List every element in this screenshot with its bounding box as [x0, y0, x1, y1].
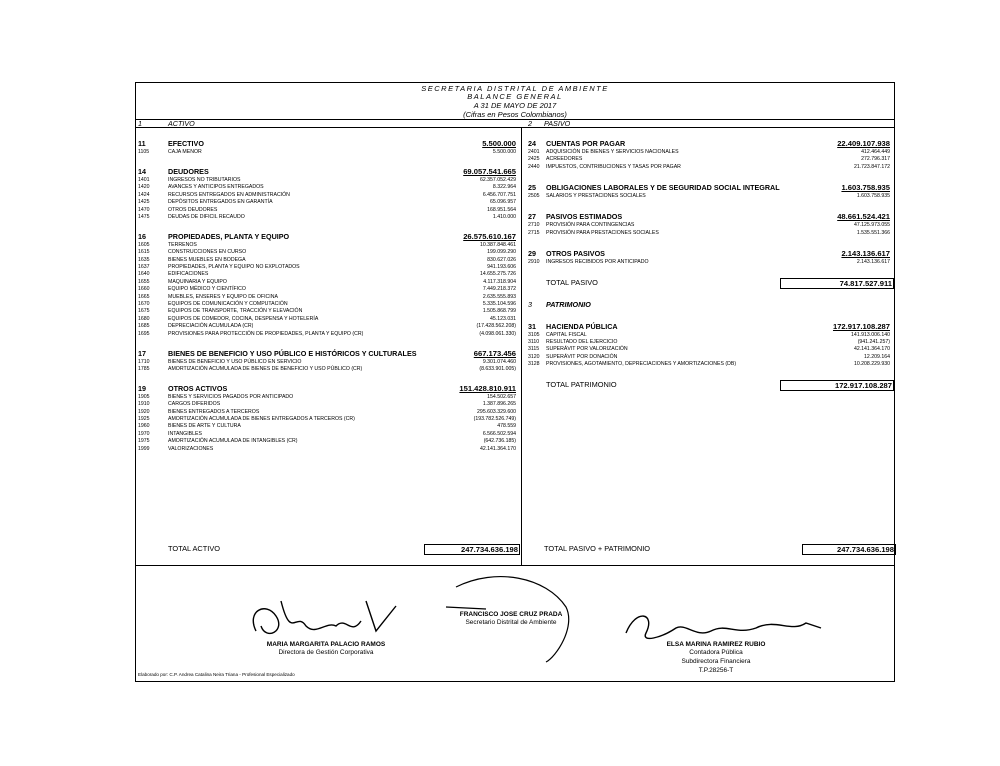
account-description: INGRESOS RECIBIDOS POR ANTICIPADO	[546, 258, 649, 265]
account-description: TOTAL PASIVO	[546, 278, 598, 287]
account-code: 29	[528, 248, 536, 258]
account-amount: 47.125.973.055	[853, 222, 890, 229]
account-amount: 172.917.108.287	[832, 321, 890, 331]
account-amount: (8.633.901.005)	[479, 365, 516, 372]
account-code: 1470	[138, 206, 150, 213]
account-code: 2715	[528, 229, 540, 236]
account-amount: 22.409.107.938	[837, 139, 890, 148]
account-code: 1925	[138, 416, 150, 422]
account-description: OBLIGACIONES LABORALES Y DE SEGURIDAD SOCIAL INTEGRAL	[546, 183, 780, 192]
account-code: 3128	[528, 361, 540, 368]
account-code: 1420	[138, 184, 150, 191]
account-description: RECURSOS ENTREGADOS EN ADMINISTRACIÓN	[168, 191, 290, 198]
account-description: PASIVOS ESTIMADOS	[546, 212, 623, 222]
account-description: AVANCES Y ANTICIPOS ENTREGADOS	[168, 184, 264, 191]
account-amount: 21.723.847.172	[853, 163, 890, 170]
account-description: EQUIPOS DE COMEDOR, COCINA, DESPENSA Y HOTELERÍA	[168, 315, 319, 322]
account-description: EQUIPOS DE COMUNICACIÓN Y COMPUTACIÓN	[168, 301, 288, 307]
account-code: 1425	[138, 199, 150, 206]
signature-3-name: ELSA MARINA RAMIREZ RUBIO	[666, 641, 766, 648]
account-code: 3105	[528, 331, 540, 338]
account-amount: 14.655.275.726	[479, 271, 516, 278]
account-description: CUENTAS POR PAGAR	[546, 139, 626, 148]
account-amount: 48.661.524.421	[837, 212, 890, 222]
account-amount: 154.502.657	[487, 393, 516, 400]
account-description: MUEBLES, ENSERES Y EQUIPO DE OFICINA	[168, 293, 278, 300]
signature-1-name: MARIA MARGARITA PALACIO RAMOS	[266, 641, 386, 648]
account-code: 1695	[138, 330, 150, 337]
account-code: 1785	[138, 365, 150, 372]
account-description: MAQUINARIA Y EQUIPO	[168, 278, 227, 285]
account-amount: 199.099.290	[487, 249, 516, 256]
account-code: 1424	[138, 191, 150, 198]
account-code: 1660	[138, 286, 150, 293]
account-amount: 1.410.000	[492, 213, 516, 220]
account-description: PATRIMONIO	[546, 299, 591, 309]
account-description: DEUDAS DE DIFICIL RECAUDO	[168, 213, 245, 220]
account-code: 1475	[138, 213, 150, 220]
account-code: 1605	[138, 241, 150, 248]
account-amount: 4.117.318.904	[483, 278, 516, 285]
account-amount: 295.603.329.600	[477, 408, 516, 415]
account-description: CAJA MENOR	[168, 149, 202, 155]
account-code: 1905	[138, 393, 150, 400]
account-description: OTROS PASIVOS	[546, 248, 605, 258]
account-description: DEUDORES	[168, 166, 209, 176]
signature-3-role-2: Subdirectora Financiera	[681, 658, 751, 665]
account-amount: (193.782.526.749)	[473, 416, 516, 422]
account-code: 1970	[138, 430, 150, 437]
currency-note: (Cifras en Pesos Colombianos)	[463, 110, 567, 119]
signature-3-role-1: Contadora Pública	[689, 649, 743, 656]
total-activo-amount: 247.734.636.198	[424, 544, 520, 555]
account-description: RESULTADO DEL EJERCICIO	[546, 339, 618, 345]
account-description: BIENES Y SERVICIOS PAGADOS POR ANTICIPADO	[168, 393, 294, 400]
account-description: INTANGIBLES	[168, 430, 202, 437]
total-activo-label: TOTAL ACTIVO	[168, 544, 221, 553]
account-amount: (17.428.562.208)	[476, 323, 516, 330]
account-description: TOTAL PATRIMONIO	[546, 380, 617, 390]
account-code: 1975	[138, 438, 150, 445]
account-code: 2425	[528, 156, 540, 163]
account-amount: 1.535.551.366	[856, 229, 890, 236]
report-title: BALANCE GENERAL	[467, 92, 563, 101]
account-description: HACIENDA PÚBLICA	[546, 321, 618, 331]
account-amount: (941.241.257)	[857, 339, 890, 345]
account-code: 1920	[138, 408, 150, 415]
signature-3-role-3: T.P.28256-T	[698, 667, 734, 674]
account-amount: 168.951.564	[487, 206, 516, 213]
account-amount: 1.387.896.265	[482, 401, 516, 408]
account-description: AMORTIZACIÓN ACUMULADA DE BIENES ENTREGADOS A TERCEROS (CR)	[168, 416, 355, 422]
account-code: 31	[528, 321, 536, 331]
account-amount: 5.335.104.596	[482, 301, 516, 307]
account-amount: 42.141.364.170	[853, 346, 890, 353]
account-description: EQUIPOS DE TRANSPORTE, TRACCIÓN Y ELEVACIÓN	[168, 308, 303, 315]
account-amount: 667.173.456	[473, 348, 516, 358]
account-amount: 6.566.502.594	[482, 430, 516, 437]
account-amount: 74.817.527.911	[780, 278, 894, 289]
activo-title: ACTIVO	[168, 119, 195, 128]
account-description: BIENES ENTREGADOS A TERCEROS	[168, 408, 260, 415]
account-code: 25	[528, 183, 536, 192]
account-amount: 478.559	[497, 423, 516, 430]
account-amount: 141.913.006.140	[851, 331, 890, 338]
pasivo-title: PASIVO	[544, 119, 571, 128]
account-description: PROVISIONES PARA PROTECCIÓN DE PROPIEDADES, PLANTA Y EQUIPO (CR)	[168, 330, 364, 337]
account-description: CARGOS DIFERIDOS	[168, 401, 221, 408]
account-description: OTROS ACTIVOS	[168, 383, 228, 393]
account-amount: (642.736.185)	[483, 438, 516, 445]
total-pasivo-patrimonio-label: TOTAL PASIVO + PATRIMONIO	[544, 544, 651, 553]
account-code: 1670	[138, 301, 150, 307]
activo-code: 1	[138, 119, 142, 128]
header-divider	[136, 119, 894, 120]
account-amount: 65.096.957	[490, 199, 516, 206]
account-amount: 2.143.136.617	[841, 248, 890, 258]
account-amount: 151.428.810.911	[459, 383, 516, 393]
account-description: BIENES DE BENEFICIO Y USO PÚBLICO E HISTÓRICOS Y CULTURALES	[168, 348, 417, 358]
account-description: AMORTIZACIÓN ACUMULADA DE BIENES DE BENEFICIO Y USO PÚBLICO (CR)	[168, 365, 363, 372]
account-description: SUPERÁVIT POR VALORIZACIÓN	[546, 346, 628, 353]
account-code: 1615	[138, 249, 150, 256]
account-description: PROVISIÓN PARA CONTINGENCIAS	[546, 222, 635, 229]
account-description: DEPÓSITOS ENTREGADOS EN GARANTÍA	[168, 199, 273, 206]
account-amount: 7.449.218.372	[482, 286, 516, 293]
account-code: 1637	[138, 264, 150, 270]
account-description: PROVISIONES, AGOTAMIENTO, DEPRECIACIONES Y AMORTIZACIONES (DB)	[546, 361, 737, 368]
account-code: 1680	[138, 315, 150, 322]
account-code: 2401	[528, 149, 540, 155]
account-description: CAPITAL FISCAL	[546, 331, 587, 338]
account-description: VALORIZACIONES	[168, 445, 214, 452]
account-amount: 412.464.449	[861, 149, 890, 155]
account-amount: 42.141.364.170	[479, 445, 516, 452]
account-amount: 62.357.052.429	[479, 176, 516, 183]
balance-sheet	[135, 82, 895, 682]
entity-title: SECRETARIA DISTRITAL DE AMBIENTE	[421, 84, 609, 93]
account-code: 1401	[138, 176, 150, 183]
account-amount: 5.500.000	[482, 139, 516, 148]
account-amount: 26.575.610.167	[463, 231, 516, 241]
account-description: ACREEDORES	[546, 156, 583, 163]
account-code: 1685	[138, 323, 150, 330]
account-description: SALARIOS Y PRESTACIONES SOCIALES	[546, 193, 646, 199]
account-amount: 830.627.026	[487, 256, 516, 263]
account-amount: 45.123.031	[490, 315, 516, 322]
account-amount: 2.635.555.893	[482, 293, 516, 300]
account-code: 17	[138, 348, 146, 358]
account-code: 3110	[528, 339, 540, 345]
account-code: 1640	[138, 271, 150, 278]
signature-2-name: FRANCISCO JOSE CRUZ PRADA	[459, 611, 563, 618]
account-amount: 10.208.229.930	[853, 361, 890, 368]
account-description: BIENES MUEBLES EN BODEGA	[168, 256, 246, 263]
account-description: IMPUESTOS, CONTRIBUCIONES Y TASAS POR PAGAR	[546, 163, 681, 170]
account-code: 1999	[138, 445, 150, 452]
account-amount: 2.143.136.617	[856, 258, 890, 265]
account-amount: 172.917.108.287	[780, 380, 894, 391]
account-amount: 5.500.000	[492, 149, 516, 155]
account-code: 16	[138, 231, 146, 241]
account-description: ADQUISICIÓN DE BIENES Y SERVICIOS NACIONALES	[546, 149, 679, 155]
account-amount: 8.322.964	[492, 184, 516, 191]
account-amount: 10.387.848.461	[479, 241, 516, 248]
account-code: 1710	[138, 358, 150, 365]
account-code: 3	[528, 299, 532, 309]
center-divider	[521, 127, 522, 565]
pasivo-code: 2	[528, 119, 532, 128]
account-code: 2910	[528, 258, 540, 265]
account-amount: 1.603.758.935	[841, 183, 890, 192]
account-description: SUPERÁVIT POR DONACIÓN	[546, 353, 618, 360]
account-description: PROPIEDADES, PLANTA Y EQUIPO	[168, 231, 290, 241]
report-date: A 31 DE MAYO DE 2017	[473, 101, 557, 110]
account-description: INGRESOS NO TRIBUTARIOS	[168, 176, 241, 183]
signature-divider	[136, 565, 894, 566]
account-description: EQUIPO MÉDICO Y CIENTÍFICO	[168, 286, 246, 293]
account-amount: 1.603.758.935	[856, 193, 890, 199]
account-description: AMORTIZACIÓN ACUMULADA DE INTANGIBLES (CR)	[168, 438, 298, 445]
prepared-by: Elaborado por: C.P. Andrea Catalina Neira Triana - Profesional Especializado	[138, 672, 295, 677]
account-code: 1105	[138, 149, 150, 155]
account-amount: 6.456.707.751	[482, 191, 516, 198]
account-code: 1960	[138, 423, 150, 430]
signature-2-role: Secretario Distrital de Ambiente	[465, 619, 557, 626]
account-description: BIENES DE BENEFICIO Y USO PÚBLICO EN SERVICIO	[168, 358, 302, 365]
account-amount: 12.209.164	[864, 353, 890, 360]
account-amount: 1.505.868.799	[482, 308, 516, 315]
account-code: 1910	[138, 401, 150, 408]
account-code: 19	[138, 383, 146, 393]
account-code: 14	[138, 166, 146, 176]
account-code: 24	[528, 139, 536, 148]
account-code: 2505	[528, 193, 540, 199]
account-code: 1655	[138, 278, 150, 285]
account-description: DEPRECIACIÓN ACUMULADA (CR)	[168, 323, 254, 330]
total-pasivo-patrimonio-amount: 247.734.636.198	[802, 544, 896, 555]
account-code: 3120	[528, 353, 540, 360]
account-code: 11	[138, 139, 146, 148]
account-code: 27	[528, 212, 536, 222]
account-code: 1665	[138, 293, 150, 300]
account-code: 2440	[528, 163, 540, 170]
account-description: EDIFICACIONES	[168, 271, 209, 278]
account-description: EFECTIVO	[168, 139, 204, 148]
column-header-divider	[136, 127, 894, 128]
account-description: OTROS DEUDORES	[168, 206, 218, 213]
account-description: CONSTRUCCIONES EN CURSO	[168, 249, 247, 256]
account-amount: 272.796.317	[861, 156, 890, 163]
account-code: 1675	[138, 308, 150, 315]
account-description: BIENES DE ARTE Y CULTURA	[168, 423, 241, 430]
account-code: 3115	[528, 346, 540, 353]
account-amount: 941.193.606	[487, 264, 516, 270]
account-amount: 69.057.541.665	[463, 166, 516, 176]
account-code: 1635	[138, 256, 150, 263]
account-amount: (4.098.061.330)	[479, 330, 516, 337]
signature-1-role: Directora de Gestión Corporativa	[278, 649, 374, 656]
account-code: 2710	[528, 222, 540, 229]
account-description: PROVISIÓN PARA PRESTACIONES SOCIALES	[546, 229, 659, 236]
account-description: PROPIEDADES, PLANTA Y EQUIPO NO EXPLOTADOS	[168, 264, 300, 270]
account-amount: 9.301.074.460	[482, 358, 516, 365]
account-description: TERRENOS	[168, 241, 197, 248]
